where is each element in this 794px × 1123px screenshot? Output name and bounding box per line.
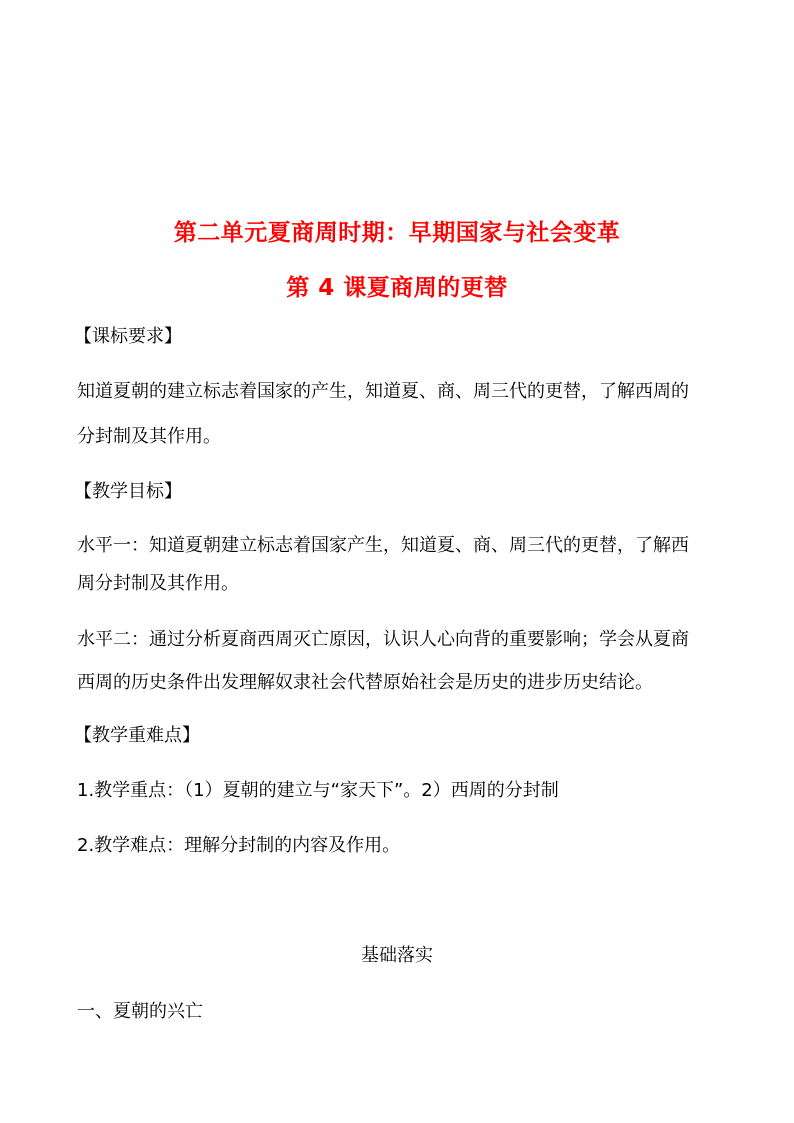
part1-heading: 一、夏朝的兴亡 <box>77 1001 203 1022</box>
standard-heading: 【课标要求】 <box>74 326 182 347</box>
goal-level1-line-2: 周分封制及其作用。 <box>77 573 239 594</box>
key-points-heading: 【教学重难点】 <box>74 725 200 746</box>
goal-level1-line-1: 水平一：知道夏朝建立标志着国家产生，知道夏、商、周三代的更替，了解西 <box>77 535 689 556</box>
goals-heading: 【教学目标】 <box>74 481 182 502</box>
key-point-2: 2.教学难点：理解分封制的内容及作用。 <box>77 835 401 856</box>
goal-level2-line-1: 水平二：通过分析夏商西周灭亡原因，认识人心向背的重要影响；学会从夏商 <box>77 629 689 650</box>
goal-level2-line-2: 西周的历史条件出发理解奴隶社会代替原始社会是历史的进步历史结论。 <box>77 672 653 693</box>
key-point-1: 1.教学重点：（1）夏朝的建立与“家天下”。2）西周的分封制 <box>77 780 559 801</box>
standard-line-1: 知道夏朝的建立标志着国家的产生，知道夏、商、周三代的更替，了解西周的 <box>77 381 689 402</box>
unit-title: 第二单元夏商周时期：早期国家与社会变革 <box>173 220 621 246</box>
standard-line-2: 分封制及其作用。 <box>77 426 221 447</box>
foundation-heading: 基础落实 <box>361 945 433 966</box>
lesson-title: 第 4 课夏商周的更替 <box>286 275 508 301</box>
